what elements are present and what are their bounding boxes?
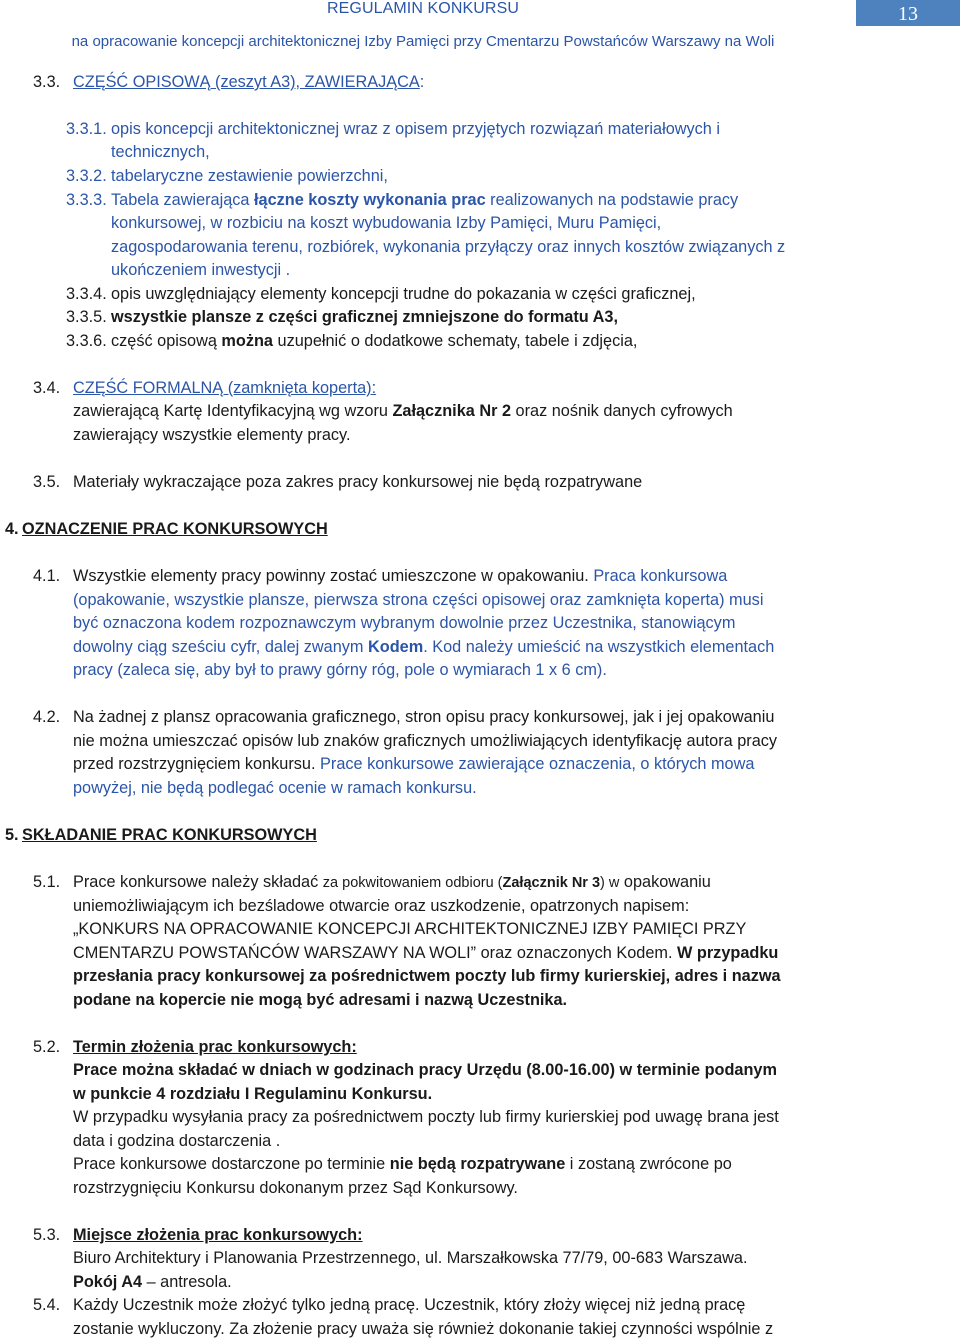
item-4-2-line-3 (73, 753, 754, 777)
section-3-4-text-c: oraz nośnik danych cyfrowych (511, 402, 733, 420)
section-3-3-title-text: CZĘŚĆ OPISOWĄ (zeszyt A3), ZAWIERAJĄCA (73, 73, 420, 91)
item-5-2-text-1: Prace można składać w dniach w godzinach pracy Urzędu (8.00-16.00) w terminie podanym (73, 1061, 777, 1079)
item-5-4-line-1: Każdy Uczestnik może złożyć tylko jedną pracę. Uczestnik, który złoży więcej niż jedną pracę (73, 1296, 746, 1314)
item-3-3-6-line-1 (111, 330, 637, 354)
item-5-1-line-2: uniemożliwiającym ich bezśladowe otwarcie oraz uszkodzenie, opatrzonych napisem: (73, 897, 690, 915)
item-5-1-text-5: przesłania pracy konkursowej za pośrednictwem poczty lub firmy kurierskiej, adres i nazwa (73, 967, 781, 985)
item-3-3-1-number: 3.3.1. (66, 120, 107, 138)
item-4-1-line-3: być oznaczona kodem rozpoznawczym wybranym dowolnie przez Uczestnika, stanowiącym (73, 614, 736, 632)
item-5-1-text-c: Załącznik Nr 3 (502, 875, 601, 891)
item-5-2-line-6: rozstrzygnięciu Konkursu dokonanym przez Sąd Konkursowy. (73, 1179, 518, 1197)
section-5-number (5, 824, 19, 848)
section-3-3-colon: : (419, 73, 425, 91)
section-3-4-title (73, 377, 376, 401)
item-5-1-line-4 (73, 942, 778, 966)
item-4-2-line-4: powyżej, nie będą podlegać ocenie w ramach konkursu. (73, 779, 477, 797)
item-5-2-line-4: data i godzina dostarczenia . (73, 1132, 281, 1150)
item-4-2-text-3b: Prace konkursowe zawierające oznaczenia, o których mowa (315, 755, 755, 773)
item-5-1-text-a: Prace konkursowe należy składać (73, 873, 323, 891)
section-3-5-number: 3.5. (33, 473, 61, 491)
section-4-number-text: 4. (5, 520, 19, 538)
section-3-5-text: Materiały wykraczające poza zakres pracy konkursowej nie będą rozpatrywane (73, 473, 643, 491)
section-3-4-line-2: zawierający wszystkie elementy pracy. (73, 426, 351, 444)
item-4-2-number: 4.2. (33, 708, 61, 726)
item-4-2-line-1: Na żadnej z plansz opracowania graficznego, stron opisu pracy konkursowej, jak i jej opakowaniu (73, 708, 775, 726)
item-5-3-title-text: Miejsce złożenia prac konkursowych: (73, 1226, 363, 1244)
section-3-4-line-1 (73, 400, 733, 424)
item-3-3-4-number: 3.3.4. (66, 285, 107, 303)
item-5-2-text-5b: nie będą rozpatrywane (389, 1155, 566, 1173)
item-4-1-text-4c: . Kod należy umieścić na wszystkich elementach (423, 638, 775, 656)
item-3-3-3-text-bold: łączne koszty wykonania prac (254, 191, 486, 209)
item-4-1-line-1 (73, 565, 727, 589)
item-3-3-6-text-c: uzupełnić o dodatkowe schematy, tabele i zdjęcia, (272, 332, 638, 350)
item-5-2-line-3: W przypadku wysyłania pracy za pośrednictwem poczty lub firmy kurierskiej pod uwagę brana jest (73, 1108, 779, 1126)
page-number: 13 (898, 3, 918, 25)
item-3-3-5-text: wszystkie plansze z części graficznej zmniejszone do formatu A3, (111, 308, 618, 326)
item-5-1-text-b: za pokwitowaniem odbioru ( (322, 875, 503, 891)
section-4-number (5, 518, 19, 542)
item-5-3-number: 5.3. (33, 1226, 61, 1244)
item-5-4-number: 5.4. (33, 1296, 61, 1314)
item-5-3-text-2a: Pokój A4 (73, 1273, 143, 1291)
item-5-2-title (73, 1036, 357, 1060)
item-5-2-text-2: w punkcie 4 rozdziału I Regulaminu Konkursu. (73, 1085, 433, 1103)
item-5-1-text-6: podane na kopercie nie mogą być adresami i nazwą Uczestnika. (73, 991, 568, 1009)
item-4-1-line-5: pracy (zaleca się, aby był to prawy górny róg, pole o wymiarach 1 x 6 cm). (73, 661, 607, 679)
item-5-1-line-1 (73, 871, 711, 896)
section-4-title-text: OZNACZENIE PRAC KONKURSOWYCH (22, 520, 328, 538)
section-5-title-text: SKŁADANIE PRAC KONKURSOWYCH (22, 826, 317, 844)
item-5-2-text-5a: Prace konkursowe dostarczone po terminie (73, 1155, 390, 1173)
item-3-3-2-number: 3.3.2. (66, 167, 107, 185)
section-3-3-number: 3.3. (33, 73, 61, 91)
page-number-badge (856, 0, 960, 26)
item-5-3-text-2b: – antresola. (142, 1273, 232, 1291)
item-5-1-text-e: opakowaniu (619, 873, 711, 891)
item-3-3-3-line-4: ukończeniem inwestycji . (111, 261, 291, 279)
item-4-1-line-4 (73, 636, 774, 660)
item-5-2-line-5 (73, 1153, 732, 1177)
item-3-3-3-line-3: zagospodarowania terenu, rozbiórek, wykonania przyłączy oraz innych kosztów związanych z (111, 238, 786, 256)
section-4-title (22, 518, 328, 542)
item-4-1-text-b: Praca konkursowa (588, 567, 728, 585)
item-5-2-title-text: Termin złożenia prac konkursowych: (73, 1038, 357, 1056)
item-4-1-number: 4.1. (33, 567, 61, 585)
item-3-3-1-line-2: technicznych, (111, 143, 210, 161)
item-5-1-text-4b: W przypadku (677, 944, 779, 962)
section-3-4-number: 3.4. (33, 379, 61, 397)
header-subtitle: na opracowanie koncepcji architektonicznej Izby Pamięci przy Cmentarzu Powstańców Warszawy na Woli (71, 33, 775, 50)
item-3-3-6-text-bold: można (221, 332, 273, 350)
item-5-2-number: 5.2. (33, 1038, 61, 1056)
item-3-3-3-text-c: realizowanych na podstawie pracy (485, 191, 739, 209)
item-4-1-text-4a: dowolny ciąg sześciu cyfr, dalej zwanym (73, 638, 368, 656)
item-5-1-line-6 (73, 989, 567, 1013)
item-3-3-3-line-2: konkursowej, w rozbiciu na koszt wybudowania Izby Pamięci, Muru Pamięci, (111, 214, 662, 232)
section-3-3-title (73, 71, 424, 95)
item-5-2-line-2 (73, 1083, 432, 1107)
item-5-3-line-2 (73, 1271, 232, 1295)
section-3-4-text-a: zawierającą Kartę Identyfikacyjną wg wzoru (73, 402, 393, 420)
item-5-4-line-2: zostanie wykluczony. Za złożenie pracy uważa się również dokonanie takiej czynności wspólnie z (73, 1320, 774, 1338)
item-4-1-text-4b: Kodem (368, 638, 424, 656)
item-3-3-6-text-a: część opisową (111, 332, 222, 350)
item-3-3-3-text-a: Tabela zawierająca (111, 191, 254, 209)
item-3-3-1-line-1: opis koncepcji architektonicznej wraz z opisem przyjętych rozwiązań materiałowych i (111, 120, 720, 138)
item-5-1-line-3: „KONKURS NA OPRACOWANIE KONCEPCJI ARCHITEKTONICZNEJ IZBY PAMIĘCI PRZY (73, 920, 747, 938)
item-3-3-3-line-1 (111, 189, 738, 213)
item-4-2-text-3a: przed rozstrzygnięciem konkursu. (73, 755, 316, 773)
header-title: REGULAMIN KONKURSU (326, 0, 520, 17)
item-3-3-3-number: 3.3.3. (66, 191, 107, 209)
item-5-3-line-1: Biuro Architektury i Planowania Przestrzennego, ul. Marszałkowska 77/79, 00-683 Warszawa. (73, 1249, 748, 1267)
section-5-title (22, 824, 317, 848)
item-5-1-text-d: ) w (600, 875, 620, 891)
item-5-1-line-5 (73, 965, 781, 989)
item-3-3-6-number: 3.3.6. (66, 332, 107, 350)
item-3-3-2-line-1: tabelaryczne zestawienie powierzchni, (111, 167, 388, 185)
item-4-1-line-2: (opakowanie, wszystkie plansze, pierwsza strona części opisowej oraz zamknięta koperta) musi (73, 591, 764, 609)
section-3-4-text-bold: Załącznika Nr 2 (392, 402, 512, 420)
item-3-3-5-number: 3.3.5. (66, 308, 107, 326)
item-5-2-text-5c: i zostaną zwrócone po (565, 1155, 732, 1173)
section-3-4-title-text: CZĘŚĆ FORMALNĄ (zamknięta koperta): (73, 379, 377, 397)
item-3-3-4-line-1: opis uwzględniający elementy koncepcji trudne do pokazania w części graficznej, (111, 285, 696, 303)
item-5-1-number: 5.1. (33, 873, 61, 891)
item-5-1-text-4a: CMENTARZU POWSTAŃCÓW WARSZAWY NA WOLI” oraz oznaczonych Kodem. (73, 944, 678, 962)
item-3-3-5-line-1 (111, 306, 618, 330)
item-5-3-title (73, 1224, 363, 1248)
item-4-2-line-2: nie można umieszczać opisów lub znaków graficznych umożliwiających identyfikację autora pracy (73, 732, 778, 750)
item-5-2-line-1 (73, 1059, 777, 1083)
item-4-1-text-a: Wszystkie elementy pracy powinny zostać umieszczone w opakowaniu. (73, 567, 589, 585)
section-5-number-text: 5. (5, 826, 19, 844)
